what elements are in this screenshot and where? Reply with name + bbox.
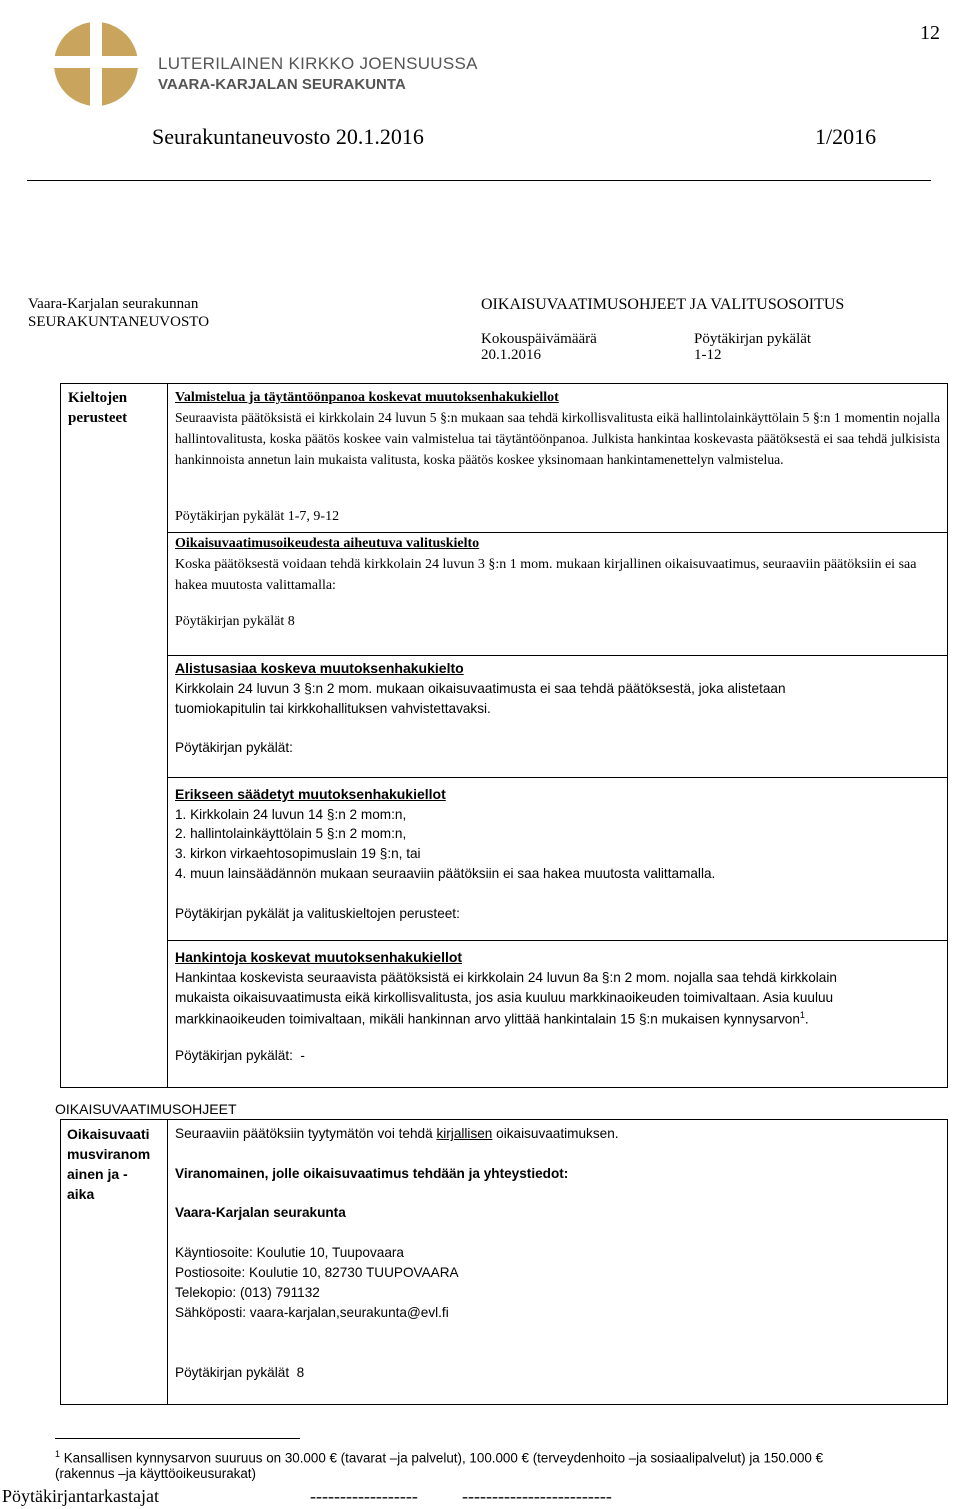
doc-title: OIKAISUVAATIMUSOHJEET JA VALITUSOSOITUS [481,296,845,313]
table2-border-top [60,1119,948,1120]
logo [50,18,478,108]
s1-sections: Pöytäkirjan pykälät 1-7, 9-12 [175,509,340,524]
table1-border-top [60,383,948,384]
table1-border-bottom [60,1087,948,1088]
date-label: Kokouspäivämäärä [481,331,597,347]
logo-line-2: VAARA-KARJALAN SEURAKUNTA [158,76,406,93]
s5-body-end: . [804,1011,809,1027]
contact-email: Sähköposti: vaara-karjalan,seurakunta@evl.fi [175,1305,449,1320]
authority-heading: Viranomainen, jolle oikaisuvaatimus tehdään ja yhteystiedot: [175,1166,569,1181]
table1-label-1: Kieltojen [68,390,128,406]
s3-heading: Alistusasiaa koskeva muutoksenhakukielto [175,660,464,676]
s4-sections: Pöytäkirjan pykälät ja valituskieltojen perusteet: [175,906,460,921]
section2-sections: Pöytäkirjan pykälät 8 [175,1365,305,1380]
authority-label-4: aika [67,1186,95,1202]
footnote-rule [55,1438,300,1439]
s5-body-line2: mukaista oikaisuvaatimusta eikä kirkollisvalitusta, jos asia kuuluu markkinaoikeuden toimivaltaan. Asia kuuluu [175,990,834,1005]
table1-label-2: perusteet [68,410,128,426]
s3-body-line1: Kirkkolain 24 luvun 3 §:n 2 mom. mukaan oikaisuvaatimusta ei saa tehdä päätöksestä, joka alistetaan [175,681,786,696]
meeting-number: 1/2016 [815,124,877,149]
authority-label-1: Oikaisuvaati [67,1126,150,1142]
s4-heading: Erikseen säädetyt muutoksenhakukiellot [175,786,446,802]
table1-row-divider-3 [167,777,948,778]
footnote-number: 1 [55,1449,61,1459]
table2-border-left [60,1119,61,1405]
s4-item-1: 1. Kirkkolain 24 luvun 14 §:n 2 mom:n, [175,807,407,822]
s4-item-4: 4. muun lainsäädännön mukaan seuraaviin päätöksiin ei saa hakea muutosta valittamalla. [175,866,716,881]
s5-body-line3-text: markkinaoikeuden toimivaltaan, mikäli hankinnan arvo ylittää hankintalain 15 §:n mukaisen kynnysarvon [175,1011,800,1027]
table1-border-right [947,383,948,1088]
s1-body: Seuraavista päätöksistä ei kirkkolain 24 luvun 5 §:n mukaan saa tehdä kirkollisvalitusta eikä hallintolainkäyttölain 5 §:n 1 momentin nojalla hallintovalitusta, koska päätös koskee vain valmistelua tai täytäntöönpanoa. Julkista hankintaa koskevasta päätöksestä ei saa tehdä julkisista hankinnoista annetun lain mukaista valitusta, koska päätös koskee yksinomaan hankintamenettelyn valmistelua. [175,410,940,467]
org-body: SEURAKUNTANEUVOSTO [28,314,210,330]
org-name: Vaara-Karjalan seurakunnan [28,296,199,312]
s1-heading: Valmistelua ja täytäntöönpanoa koskevat muutoksenhakukiellot [175,390,559,405]
intro-after: oikaisuvaatimuksen. [492,1126,619,1141]
header-rule [27,180,931,181]
signature-dashes-2: ------------------------- [462,1486,612,1506]
authority-label-2: musviranom [67,1146,151,1162]
sections-label: Pöytäkirjan pykälät [694,331,812,347]
s5-sections: Pöytäkirjan pykälät: - [175,1048,305,1063]
footnote-text-1: Kansallisen kynnysarvon suuruus on 30.000 € (tavarat –ja palvelut), 100.000 € (terveydenhoito –ja sosiaalipalvelut) ja 150.000 € [63,1450,824,1466]
s2-body: Koska päätöksestä voidaan tehdä kirkkolain 24 luvun 3 §:n 1 mom. mukaan kirjallinen oikaisuvaatimus, seuraaviin päätöksiin ei saa hakea muutosta valittamalla: [175,557,917,593]
table2-border-bottom [60,1404,948,1405]
intro-underlined: kirjallisen [436,1126,493,1141]
table1-border-left [60,383,61,1088]
s3-body-line2: tuomiokapitulin tai kirkkohallituksen vahvistettavaksi. [175,701,491,716]
table1-column-divider [167,383,168,1088]
s2-sections: Pöytäkirjan pykälät 8 [175,614,295,629]
table2-column-divider [167,1119,168,1405]
contact-visit: Käyntiosoite: Koulutie 10, Tuupovaara [175,1245,404,1260]
logo-line-1: LUTERILAINEN KIRKKO JOENSUUSSA [158,54,478,73]
signature-dashes-1: ------------------ [310,1486,418,1506]
table2-border-right [947,1119,948,1405]
s5-body-line3 [175,1010,809,1027]
signature-label: Pöytäkirjantarkastajat [2,1486,159,1506]
table1-row-divider-1 [167,532,948,533]
section2-title: OIKAISUVAATIMUSOHJEET [55,1101,237,1117]
intro-text [175,1126,619,1141]
s4-item-3: 3. kirkon virkaehtosopimuslain 19 §:n, tai [175,846,421,861]
s4-item-2: 2. hallintolainkäyttölain 5 §:n 2 mom:n, [175,826,407,841]
date-value: 20.1.2016 [481,347,541,363]
authority-name: Vaara-Karjalan seurakunta [175,1205,346,1220]
footnote-line-2: (rakennus –ja käyttöoikeusurakat) [55,1466,256,1481]
sections-value: 1-12 [694,347,722,363]
church-cross-logo-icon [50,18,142,108]
s5-body-line1: Hankintaa koskevista seuraavista päätöksistä ei kirkkolain 24 luvun 8a §:n 2 mom. nojalla saa tehdä kirkkolain [175,970,837,985]
s3-sections: Pöytäkirjan pykälät: [175,740,293,755]
footnote-line-1 [55,1449,823,1465]
meeting-title: Seurakuntaneuvosto 20.1.2016 [152,124,424,149]
contact-post: Postiosoite: Koulutie 10, 82730 TUUPOVAARA [175,1265,459,1280]
s5-heading: Hankintoja koskevat muutoksenhakukiellot [175,949,463,965]
footnote-ref: 1 [799,1010,805,1020]
contact-fax: Telekopio: (013) 791132 [175,1285,320,1300]
table1-row-divider-2 [167,655,948,656]
intro-before: Seuraaviin päätöksiin tyytymätön voi tehdä [175,1126,437,1141]
authority-label-3: ainen ja - [67,1166,128,1182]
table1-row-divider-4 [167,940,948,941]
page-number: 12 [920,22,940,44]
s2-heading: Oikaisuvaatimusoikeudesta aiheutuva valituskielto [175,536,480,551]
